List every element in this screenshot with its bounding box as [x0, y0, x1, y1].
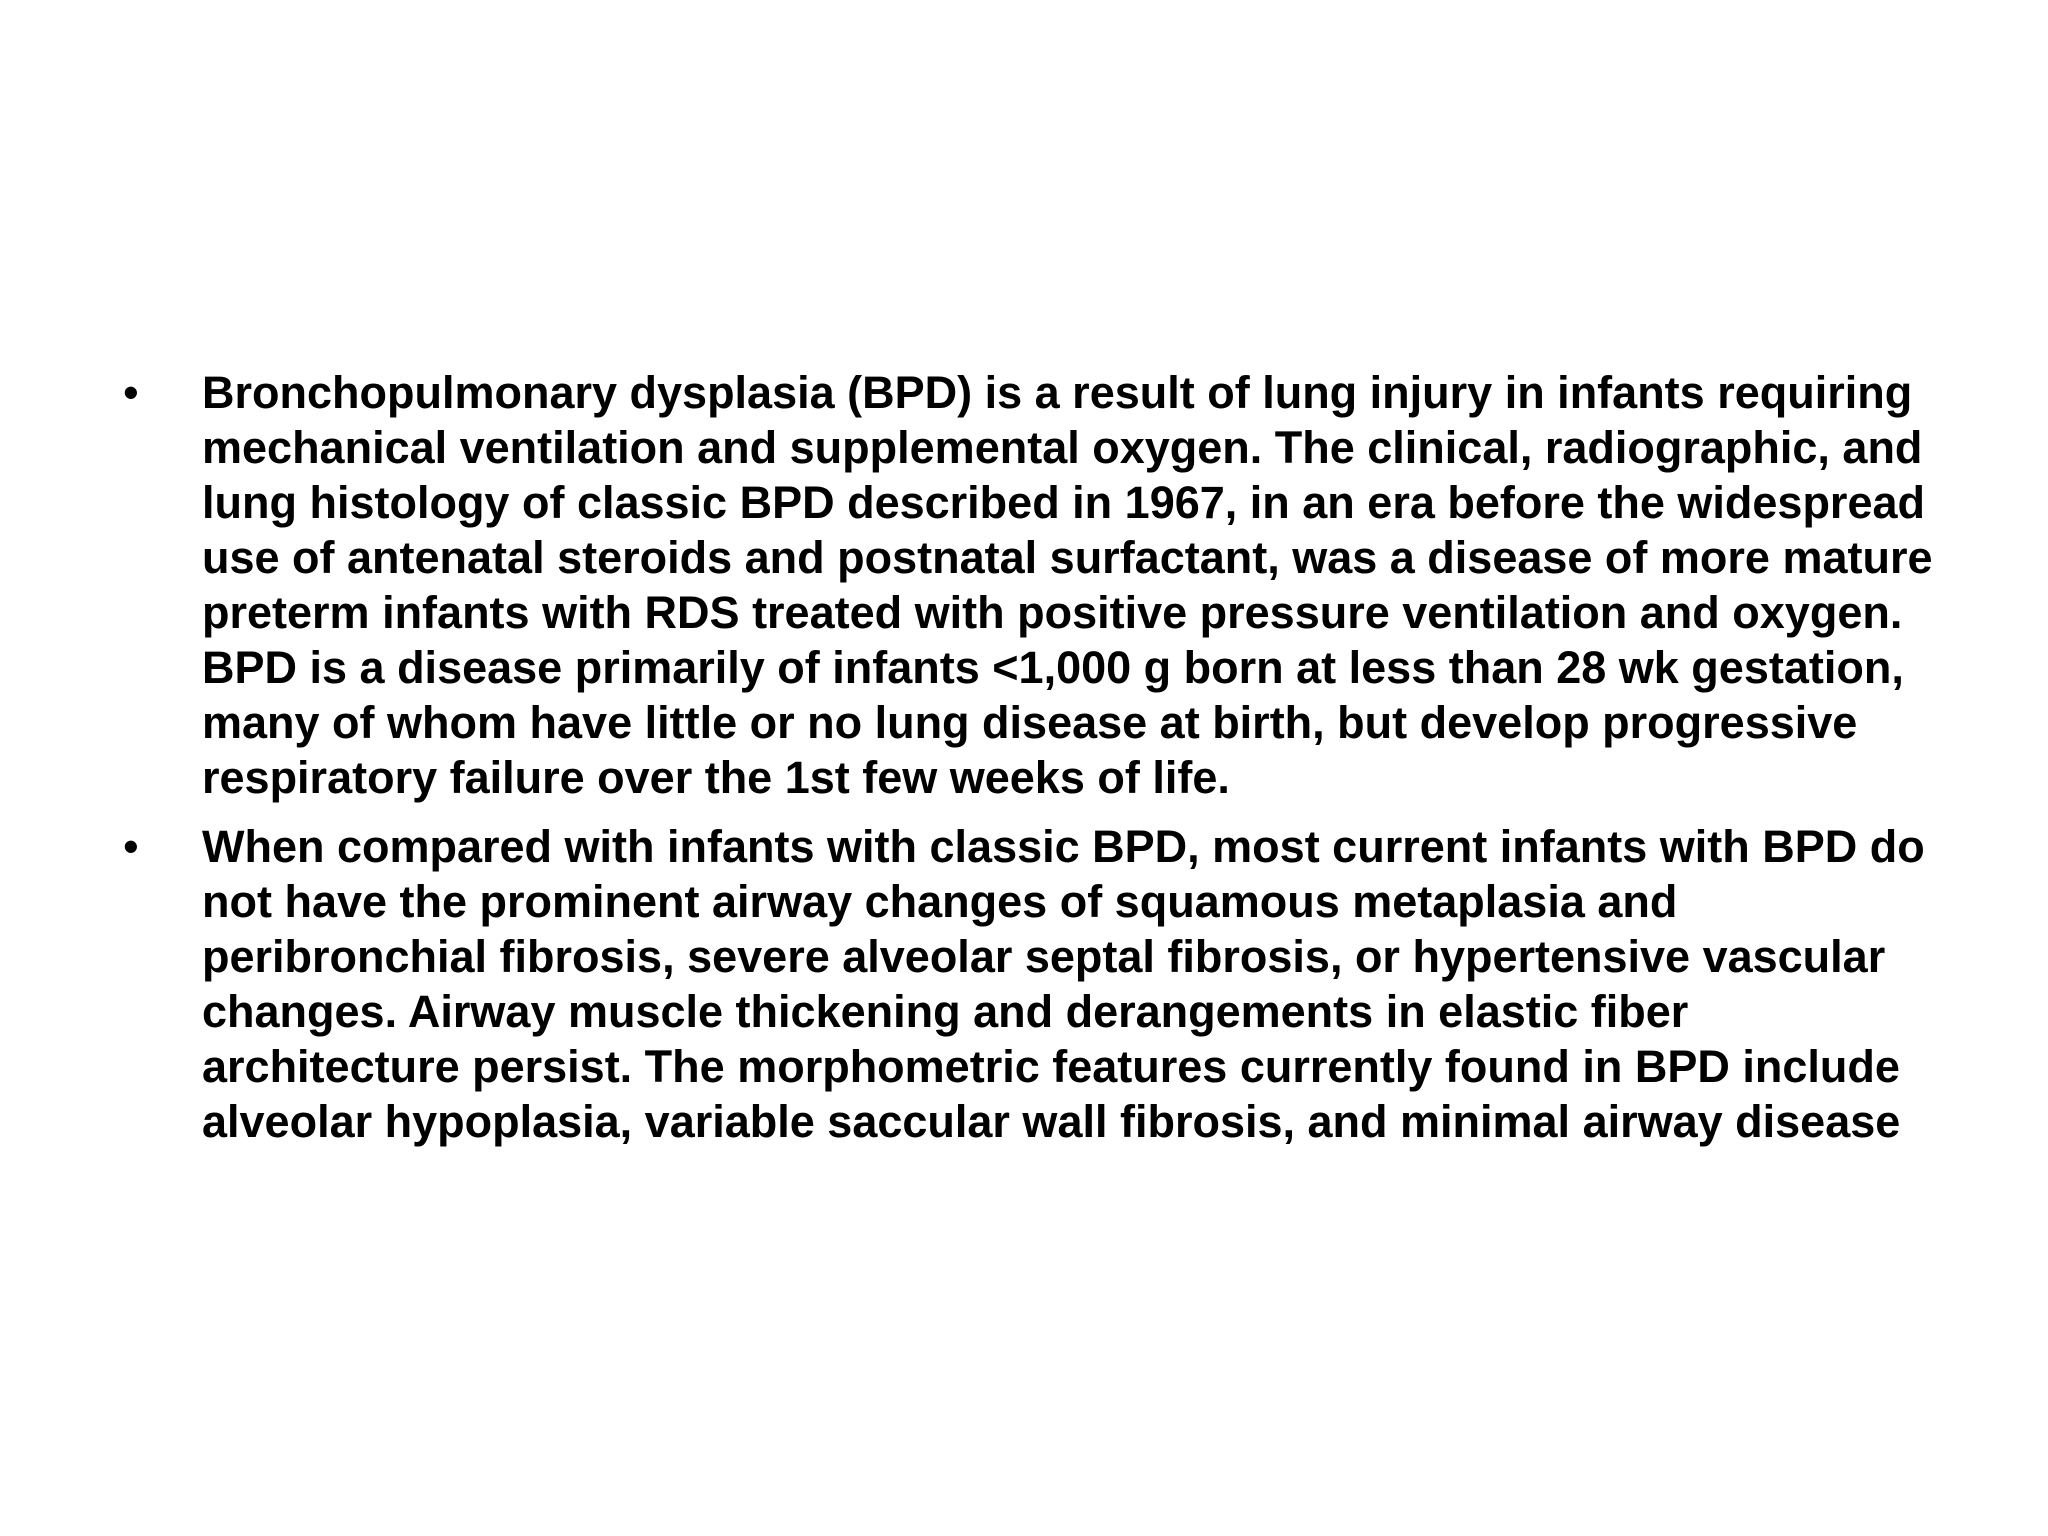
bullet-text: Bronchopulmonary dysplasia (BPD) is a result of lung injury in infants requiring mechanical ventilation and supplemental oxygen. The clinical, radiographic, and lung histology of classic BPD described in 1967, in an era before the widespread use of antenatal steroids and postnatal surfactant, was a disease of more mature preterm infants with RDS treated with positive pressure ventilation and oxygen. BPD is a disease primarily of infants <1,000 g born at less than 28 wk gestation, many of whom have little or no lung disease at birth, but develop progressive respiratory failure over the 1st few weeks of life. — [202, 367, 1933, 803]
bullet-item-bpd-definition — [120, 365, 1940, 805]
bullet-marker: • — [123, 367, 139, 418]
bullet-list — [120, 365, 1940, 1163]
bullet-item-bpd-comparison — [120, 819, 1940, 1149]
bullet-text: When compared with infants with classic BPD, most current infants with BPD do not have the prominent airway changes of squamous metaplasia and peribronchial fibrosis, severe alveolar septal fibrosis, or hypertensive vascular changes. Airway muscle thickening and derangements in elastic fiber architecture persist. The morphometric features currently found in BPD include alveolar hypoplasia, variable saccular wall fibrosis, and minimal airway disease — [202, 821, 1925, 1147]
bullet-marker: • — [123, 821, 139, 872]
